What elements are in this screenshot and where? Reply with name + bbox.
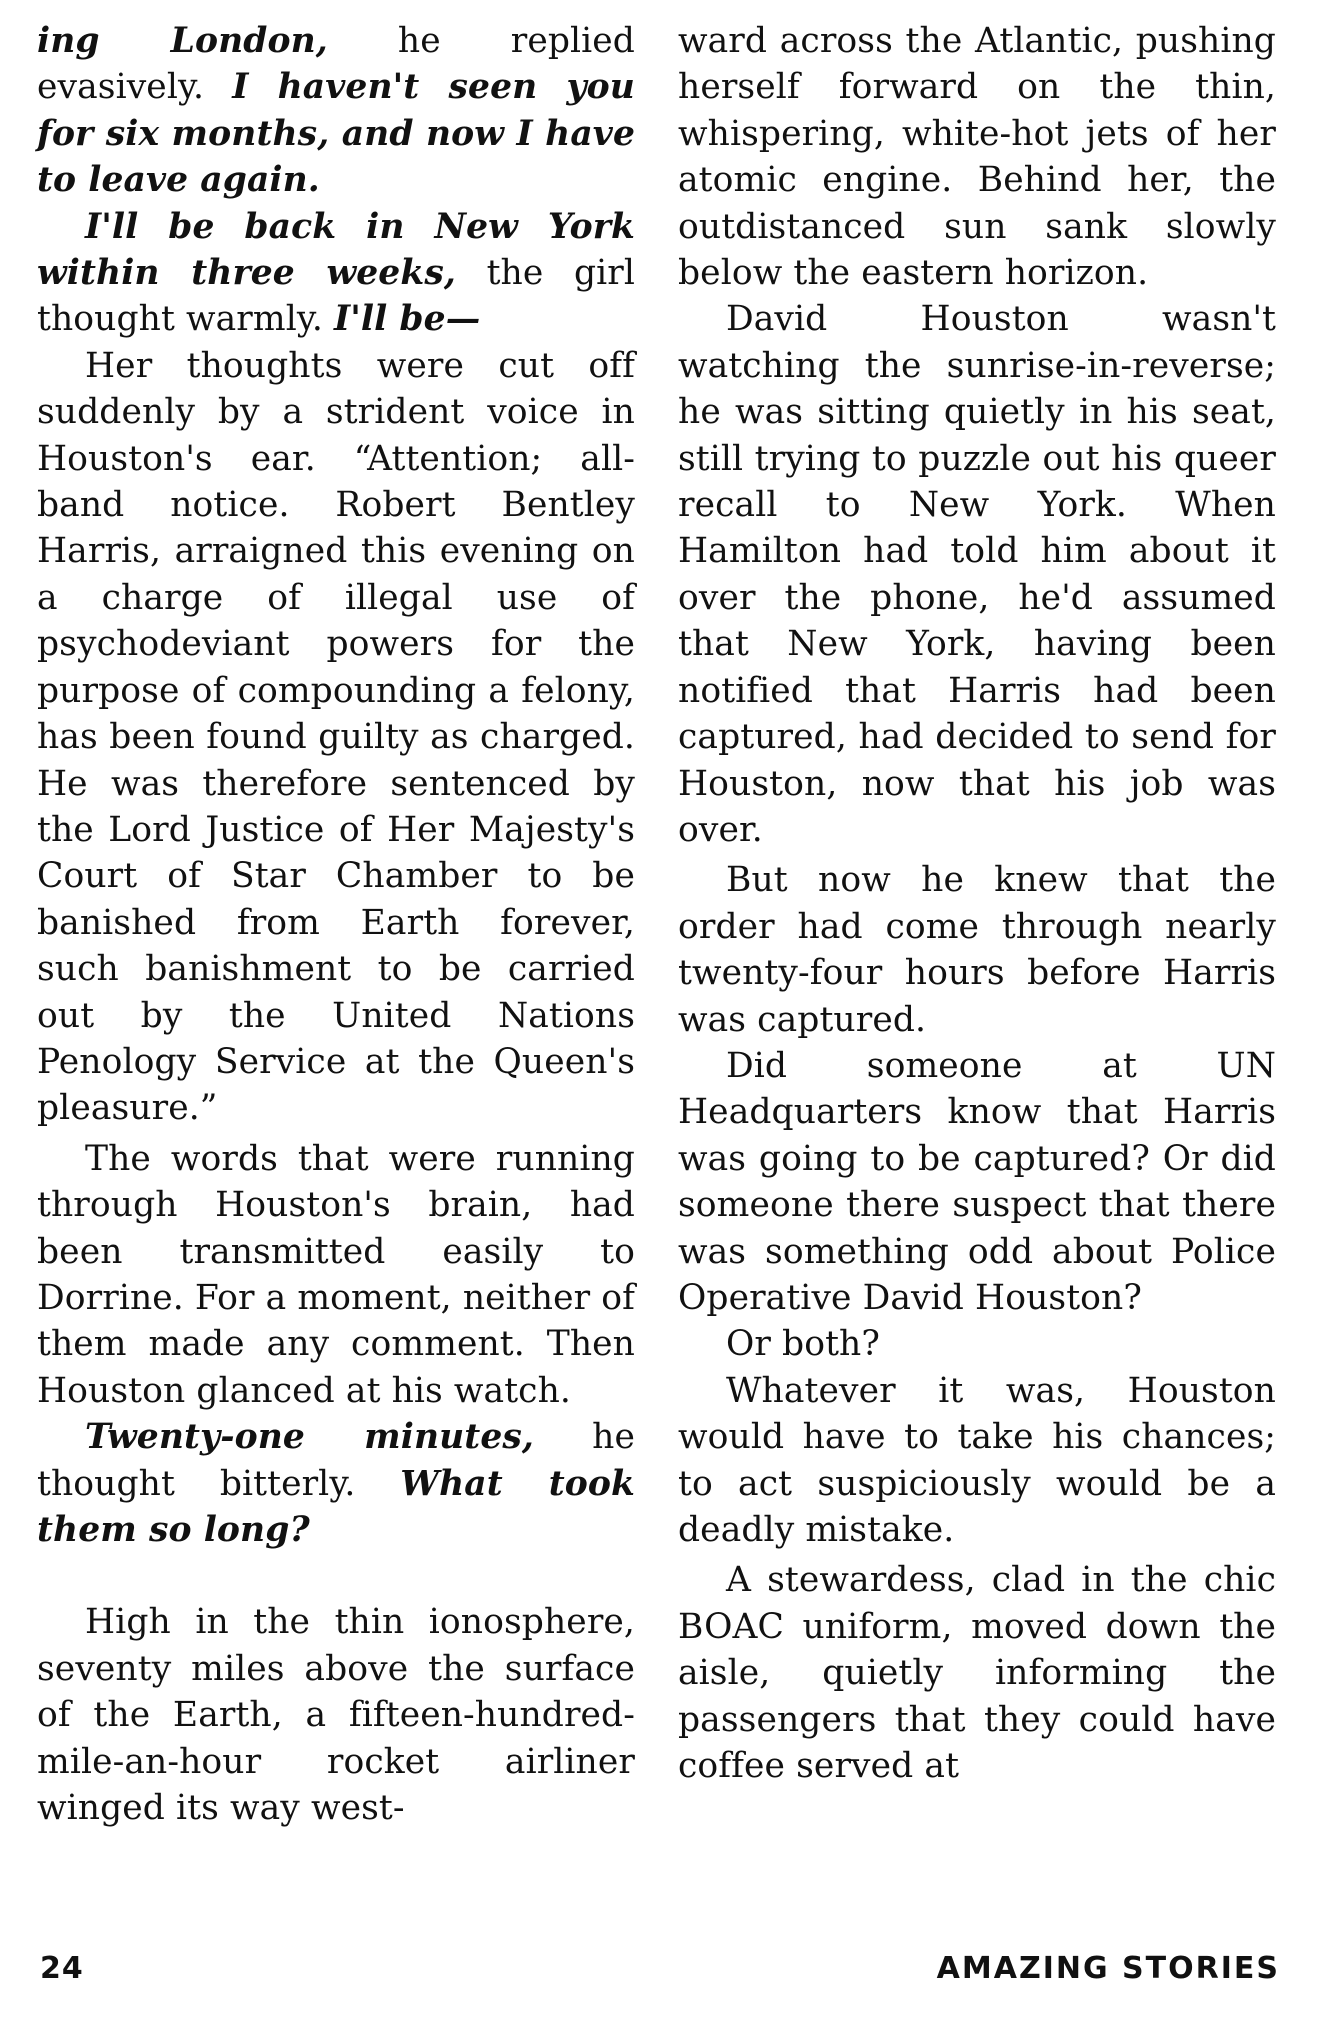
- paragraph: [678, 18, 1276, 296]
- italic-text-run: I'll be back in New York within three weeks,: [37, 206, 635, 294]
- text-run: High in the thin ionosphere, seventy miles above the surface of the Earth, a fifteen-hundred-mile-an-hour rocket airliner winged its way west-: [37, 1602, 635, 1829]
- text-run: ward across the Atlantic, pushing herself forward on the thin, whispering, white-hot jets of her atomic engine. Behind her, the outdistanced sun sank slowly below the eastern horizon.: [678, 21, 1276, 294]
- italic-text-run: What took them so long?: [37, 1463, 635, 1550]
- text-run: Did someone at UN Headquarters know that Harris was going to be captured? Or did someone there suspect that there was something odd about Police Operative David Houston?: [678, 1045, 1276, 1318]
- paragraph: [37, 1136, 635, 1414]
- text-run: the girl thought warmly.: [37, 253, 636, 340]
- text-run: A stewardess, clad in the chic BOAC uniform, moved down the aisle, quietly informing the passengers that they could have coffee served at: [678, 1560, 1276, 1787]
- text-run: Or both?: [726, 1324, 880, 1365]
- text-run: Whatever it was, Houston would have to take his chances; to act suspiciously would be a deadly mistake.: [678, 1370, 1276, 1550]
- paragraph: [678, 296, 1276, 853]
- running-title: AMAZING STORIES: [936, 1951, 1280, 1986]
- page-number: 24: [40, 1951, 84, 1986]
- italic-text-run: I'll be—: [334, 299, 481, 340]
- text-run: he thought bitterly.: [37, 1417, 635, 1504]
- paragraph: [678, 1557, 1276, 1789]
- italic-text-run: ing London,: [37, 21, 328, 61]
- paragraph: [678, 857, 1276, 1043]
- left-column: [37, 18, 635, 1831]
- paragraph: [37, 204, 635, 343]
- right-column: [678, 18, 1276, 1789]
- paragraph: [37, 343, 635, 1132]
- text-run: David Houston wasn't watching the sunrise-in-reverse; he was sitting quietly in his seat, still trying to puzzle out his queer recall to New York. When Hamilton had told him about it over the phone, he'd assumed that New York, having been notified that Harris had been captured, had decided to send for Houston, now that his job was over.: [678, 299, 1276, 850]
- paragraph: [678, 1321, 1276, 1367]
- italic-text-run: Twenty-one minutes,: [85, 1417, 535, 1458]
- text-run: Her thoughts were cut off suddenly by a strident voice in Houston's ear. “Attention; all-band notice. Robert Bentley Harris, arraigned this evening on a charge of illegal use of psychodeviant powers for the purpose of compounding a felony, has been found guilty as charged. He was therefore sentenced by the Lord Justice of Her Majesty's Court of Star Chamber to be banished from Earth forever, such banishment to be carried out by the United Nations Penology Service at the Queen's pleasure.”: [37, 345, 635, 1129]
- paragraph: [37, 1599, 635, 1831]
- paragraph: [37, 1414, 635, 1553]
- italic-text-run: I haven't seen you for six months, and now I have to leave again.: [37, 67, 635, 201]
- text-run: he replied evasively.: [37, 21, 635, 108]
- text-run: But now he knew that the order had come through nearly twenty-four hours before Harris was captured.: [678, 860, 1276, 1040]
- paragraph: [678, 1368, 1276, 1554]
- paragraph: [678, 1043, 1276, 1321]
- paragraph: [37, 18, 635, 204]
- text-run: The words that were running through Houston's brain, had been transmitted easily to Dorrine. For a moment, neither of them made any comment. Then Houston glanced at his watch.: [37, 1138, 635, 1411]
